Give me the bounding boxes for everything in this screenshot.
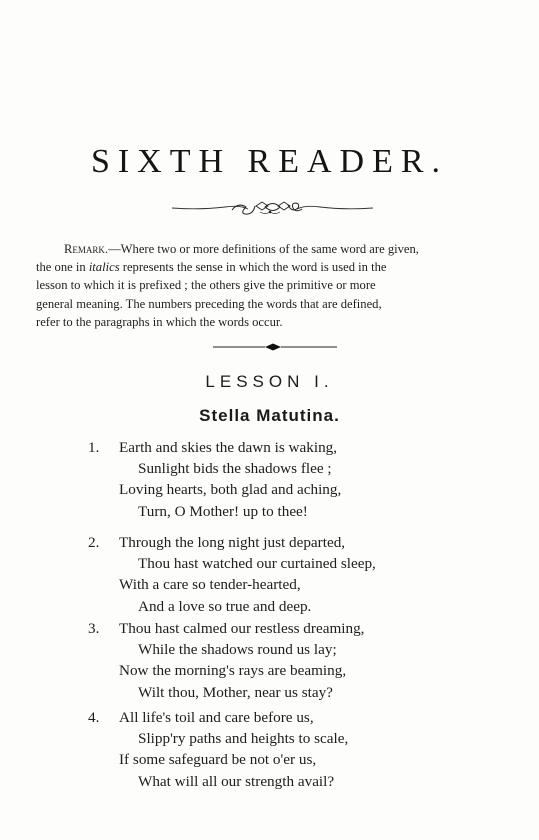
remark-line-5: refer to the paragraphs in which the words occur.: [36, 314, 283, 329]
poem-line: Thou hast calmed our restless dreaming,: [119, 620, 365, 637]
remark-line-2: the one in italics represents the sense in which the word is used in the: [36, 260, 387, 275]
stanza-number: 2.: [88, 534, 100, 551]
poem-line: All life's toil and care before us,: [119, 709, 314, 726]
stanza-number: 1.: [88, 439, 100, 456]
poem-line: Wilt thou, Mother, near us stay?: [138, 683, 333, 701]
poem-line: Thou hast watched our curtained sleep,: [138, 555, 376, 573]
page-title: SIXTH READER.: [90, 143, 449, 180]
lesson-heading: LESSON I.: [205, 372, 334, 391]
section-divider-icon: [213, 342, 337, 352]
stanza-number: 4.: [88, 709, 100, 726]
poem-line: Turn, O Mother! up to thee!: [138, 502, 308, 520]
remark-line-4: general meaning. The numbers preceding the words that are defined,: [36, 296, 382, 311]
remark-line-3: lesson to which it is prefixed ; the others give the primitive or more: [36, 278, 376, 293]
poem-line: While the shadows round us lay;: [138, 641, 337, 659]
remark-label: Remark.: [64, 242, 109, 256]
poem-line: What will all our strength avail?: [138, 772, 335, 790]
stanza-number: 3.: [88, 620, 100, 637]
decorative-flourish-icon: [170, 198, 375, 216]
poem-line: Loving hearts, both glad and aching,: [119, 481, 342, 499]
poem-line: With a care so tender-hearted,: [119, 576, 301, 594]
remark-paragraph: [36, 240, 502, 331]
italics-word: italics: [88, 260, 120, 275]
poem-line: And a love so true and deep.: [138, 597, 312, 615]
poem-line: Earth and skies the dawn is waking,: [119, 439, 338, 456]
lesson-title: Stella Matutina.: [199, 406, 340, 425]
poem-line: Sunlight bids the shadows flee ;: [138, 460, 332, 478]
remark-line-1: Remark.—Where two or more definitions of the same word are given,: [64, 242, 419, 256]
poem-line: If some safeguard be not o'er us,: [119, 751, 317, 769]
poem-line: Through the long night just departed,: [119, 534, 346, 551]
poem-line: Slipp'ry paths and heights to scale,: [138, 730, 349, 748]
poem-line: Now the morning's rays are beaming,: [119, 662, 347, 680]
